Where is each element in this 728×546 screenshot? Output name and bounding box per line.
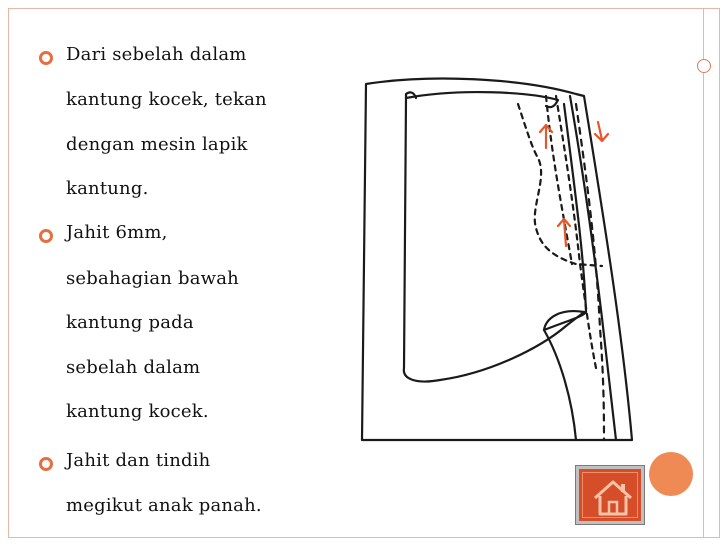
- bullet-1-line-4: kantung.: [66, 178, 149, 199]
- bullet-2-line-5: kantung kocek.: [66, 401, 209, 422]
- bullet-2-line-4: sebelah dalam: [66, 357, 201, 378]
- bullet-2-line-3: kantung pada: [66, 312, 194, 333]
- decorative-orange-circle: [649, 452, 693, 496]
- home-button-face: [582, 472, 638, 518]
- bullet-icon: [38, 228, 54, 244]
- bullet-2-line-1: Jahit 6mm,: [66, 222, 168, 243]
- bullet-1-line-1: Dari sebelah dalam: [66, 44, 247, 65]
- decorative-ring: [697, 59, 711, 73]
- side-seam-inner: [564, 104, 586, 312]
- bullet-1-line-2: kantung kocek, tekan: [66, 89, 267, 110]
- house-icon: [585, 474, 641, 520]
- pocket-sewing-diagram: [340, 68, 650, 457]
- bullet-1-line-3: dengan mesin lapik: [66, 134, 248, 155]
- pocket-top-roll: [406, 92, 558, 107]
- bullet-3-line-2: megikut anak panah.: [66, 495, 262, 516]
- garment-panel-outline: [362, 79, 632, 440]
- bullet-icon: [38, 50, 54, 66]
- up-arrow-2: [558, 219, 570, 246]
- home-button[interactable]: [576, 466, 644, 524]
- bullet-2-line-2: sebahagian bawah: [66, 268, 239, 289]
- down-arrow: [595, 122, 608, 141]
- bullet-3-line-1: Jahit dan tindih: [66, 450, 211, 471]
- bullet-icon: [38, 456, 54, 472]
- pocket-bag-outline: [404, 98, 584, 382]
- slide-edge-line: [703, 8, 704, 538]
